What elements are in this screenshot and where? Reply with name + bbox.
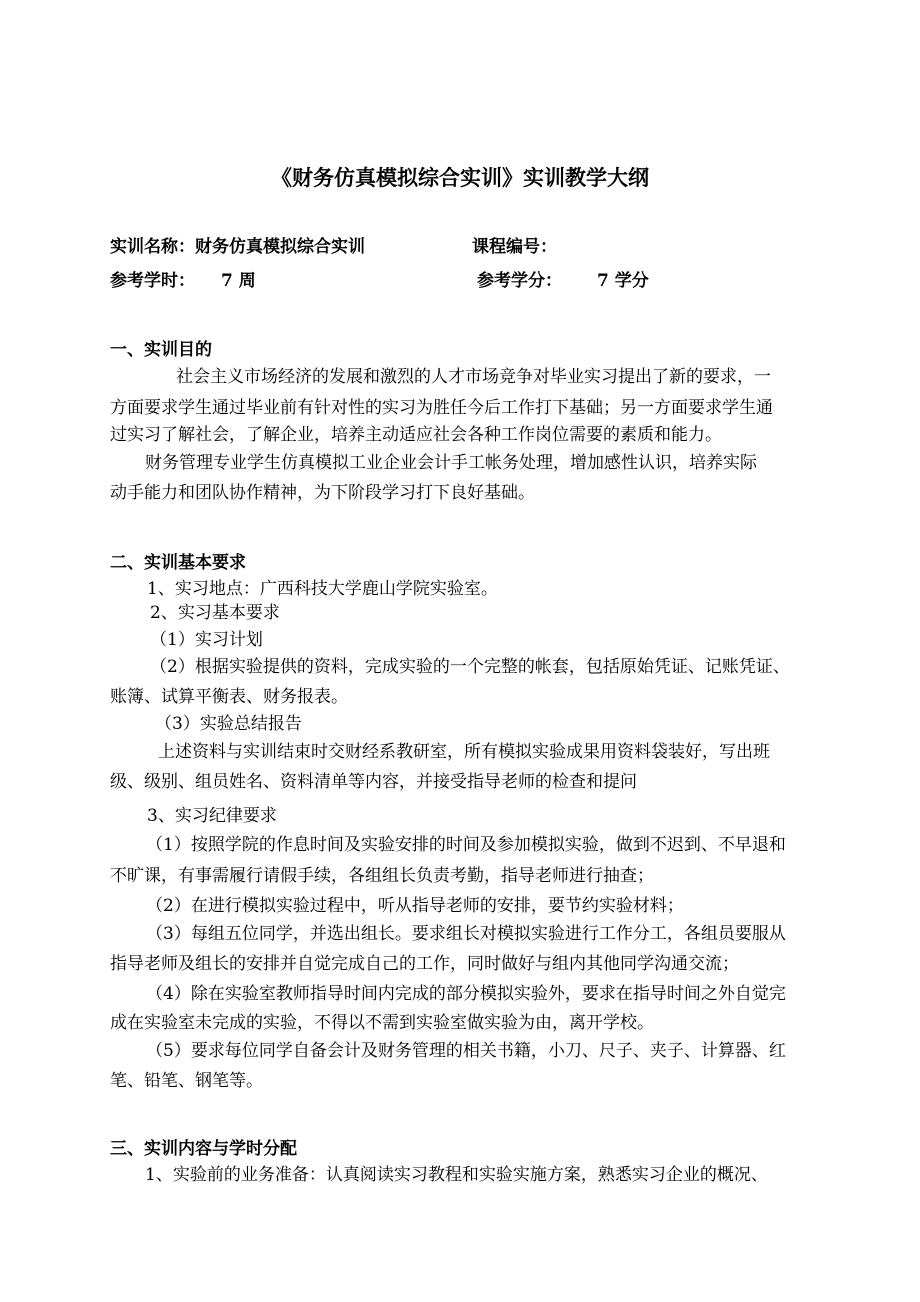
section1-line: 社会主义市场经济的发展和激烈的人才市场竞争对毕业实习提出了新的要求，一 bbox=[176, 367, 771, 387]
section2-line: 成在实验室未完成的实验，不得以不需到实验室做实验为由，离开学校。 bbox=[110, 1013, 654, 1033]
hours-label: 参考学时： bbox=[110, 271, 195, 291]
section1-heading: 一、实训目的 bbox=[110, 340, 212, 360]
section2-line: 指导老师及组长的安排并自觉完成自己的工作，同时做好与组内其他同学沟通交流； bbox=[110, 954, 739, 974]
section2-line: 账簿、试算平衡表、财务报表。 bbox=[110, 687, 348, 707]
section1-line: 财务管理专业学生仿真模拟工业企业会计手工帐务处理，增加感性认识，培养实际 bbox=[145, 453, 757, 473]
section3-line: 1、实验前的业务准备：认真阅读实习教程和实验实施方案，熟悉实习企业的概况、 bbox=[145, 1165, 768, 1185]
section2-line: （3）每组五位同学，并选出组长。要求组长对模拟实验进行工作分工，各组员要服从 bbox=[146, 924, 786, 944]
section2-heading: 二、实训基本要求 bbox=[110, 553, 246, 573]
section2-line: （2）根据实验提供的资料，完成实验的一个完整的帐套，包括原始凭证、记账凭证、 bbox=[150, 657, 790, 677]
section2-line: 1、实习地点：广西科技大学鹿山学院实验室。 bbox=[147, 579, 498, 599]
section2-line: 笔、铅笔、钢笔等。 bbox=[110, 1071, 263, 1091]
section2-line: 3、实习纪律要求 bbox=[147, 806, 277, 826]
course-code-label: 课程编号： bbox=[472, 237, 557, 257]
document-title: 《财务仿真模拟综合实训》实训教学大纲 bbox=[271, 165, 649, 190]
hours-value: 7 周 bbox=[221, 271, 256, 291]
section2-line: （5）要求每位同学自备会计及财务管理的相关书籍，小刀、尺子、夹子、计算器、红 bbox=[146, 1041, 786, 1061]
section3-heading: 三、实训内容与学时分配 bbox=[110, 1139, 297, 1159]
section1-line: 方面要求学生通过毕业前有针对性的实习为胜任今后工作打下基础；另一方面要求学生通 bbox=[110, 398, 773, 418]
section2-line: （1）按照学院的作息时间及实验安排的时间及参加模拟实验，做到不迟到、不早退和 bbox=[146, 835, 786, 855]
section1-line: 过实习了解社会，了解企业，培养主动适应社会各种工作岗位需要的素质和能力。 bbox=[110, 425, 722, 445]
section2-line: 2、实习基本要求 bbox=[150, 603, 280, 623]
section2-line: （2）在进行模拟实验过程中，听从指导老师的安排，要节约实验材料； bbox=[146, 896, 684, 916]
section2-line: （3）实验总结报告 bbox=[155, 714, 302, 734]
section2-line: （1）实习计划 bbox=[150, 630, 263, 650]
credit-value: 7 学分 bbox=[597, 271, 649, 291]
section2-line: 不旷课，有事需履行请假手续，各组组长负责考勤，指导老师进行抽查； bbox=[110, 866, 654, 886]
section2-line: 级、级别、组员姓名、资料清单等内容，并接受指导老师的检查和提问 bbox=[110, 772, 637, 792]
section1-line: 动手能力和团队协作精神，为下阶段学习打下良好基础。 bbox=[110, 483, 535, 503]
section2-line: 上述资料与实训结束时交财经系教研室，所有模拟实验成果用资料袋装好，写出班 bbox=[158, 742, 770, 762]
section2-line: （4）除在实验室教师指导时间内完成的部分模拟实验外，要求在指导时间之外自觉完 bbox=[146, 984, 786, 1004]
credit-label: 参考学分： bbox=[477, 271, 562, 291]
course-name-label: 实训名称：财务仿真模拟综合实训 bbox=[110, 237, 365, 257]
